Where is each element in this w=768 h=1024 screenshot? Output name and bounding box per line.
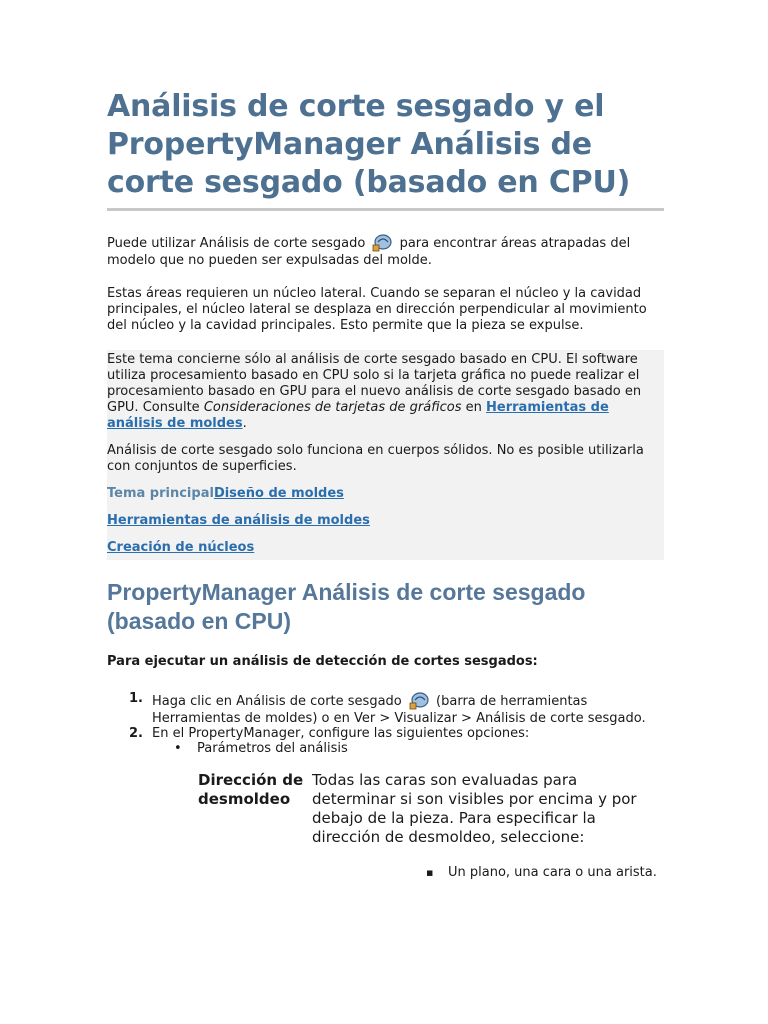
procedure-heading: Para ejecutar un análisis de detección de cortes sesgados: [107,654,538,669]
intro-text-before: Puede utilizar Análisis de corte sesgado [107,236,366,251]
page-title: Análisis de corte sesgado y el PropertyManager Análisis de corte sesgado (basado en CPU) [107,89,631,200]
undercut-analysis-icon[interactable] [408,691,430,711]
parent-topic-label: Tema principal [107,486,214,501]
graphics-card-reference: Consideraciones de tarjetas de gráficos [203,400,462,415]
title-divider [107,208,664,211]
section-heading: PropertyManager Análisis de corte sesgado (basado en CPU) [107,579,586,634]
parent-topic [107,486,664,502]
intro-paragraph [107,233,664,269]
parameter-name: Dirección de desmoldeo [198,771,304,808]
solid-bodies-note: Análisis de corte sesgado solo funciona en cuerpos sólidos. No es posible utilizarla con conjuntos de superficies. [107,443,644,474]
list-item: • Parámetros del análisis [107,741,664,756]
mold-design-link[interactable]: Diseño de moldes [213,486,344,501]
step-number: 1. [129,691,143,706]
undercut-analysis-icon[interactable] [371,233,393,253]
sub-bullet-item: ▪ Un plano, una cara o una arista. [448,865,657,881]
procedure-steps [107,691,664,741]
step-item: 1. Haga clic en Análisis de corte sesgado (barra de herramientas Herramientas de moldes) o en Ver > Visualizar > Análisis de corte sesgado. [129,691,646,726]
step-number: 2. [129,726,143,741]
step-item: 2. En el PropertyManager, configure las siguientes opciones: [129,726,530,741]
related-link-item [107,540,664,556]
core-creation-link[interactable]: Creación de núcleos [107,540,255,555]
intro-text-after: para encontrar áreas atrapadas del modelo que no pueden ser expulsadas del molde. [107,236,631,268]
cpu-note-box [107,350,664,560]
mold-analysis-tools-link-2[interactable]: Herramientas de análisis de moldes [107,513,370,528]
options-list [107,741,664,756]
parameter-description: Todas las caras son evaluadas para determinar si son visibles por encima y por debajo de la pieza. Para especificar la dirección de desmoldeo, seleccione: [312,771,637,846]
related-link-item [107,513,664,529]
document-page [107,88,664,880]
lateral-core-paragraph: Estas áreas requieren un núcleo lateral. Cuando se separan el núcleo y la cavidad principales, el núcleo lateral se desplaza en dirección perpendicular al movimiento del núcleo y la cavidad principales. Esto permite que la pieza se expulse. [107,286,647,333]
cpu-note-text: Este tema concierne sólo al análisis de corte sesgado basado en CPU. El software utiliza procesamiento basado en CPU solo si la tarjeta gráfica no puede realizar el procesamiento basado en GPU para el nuevo análisis de corte sesgado basado en GPU. Consulte Consideraciones de tarjetas de gráficos en Herramientas de análisis de moldes. [107,352,642,431]
mold-analysis-tools-link[interactable]: Herramientas de análisis de moldes [107,400,609,431]
